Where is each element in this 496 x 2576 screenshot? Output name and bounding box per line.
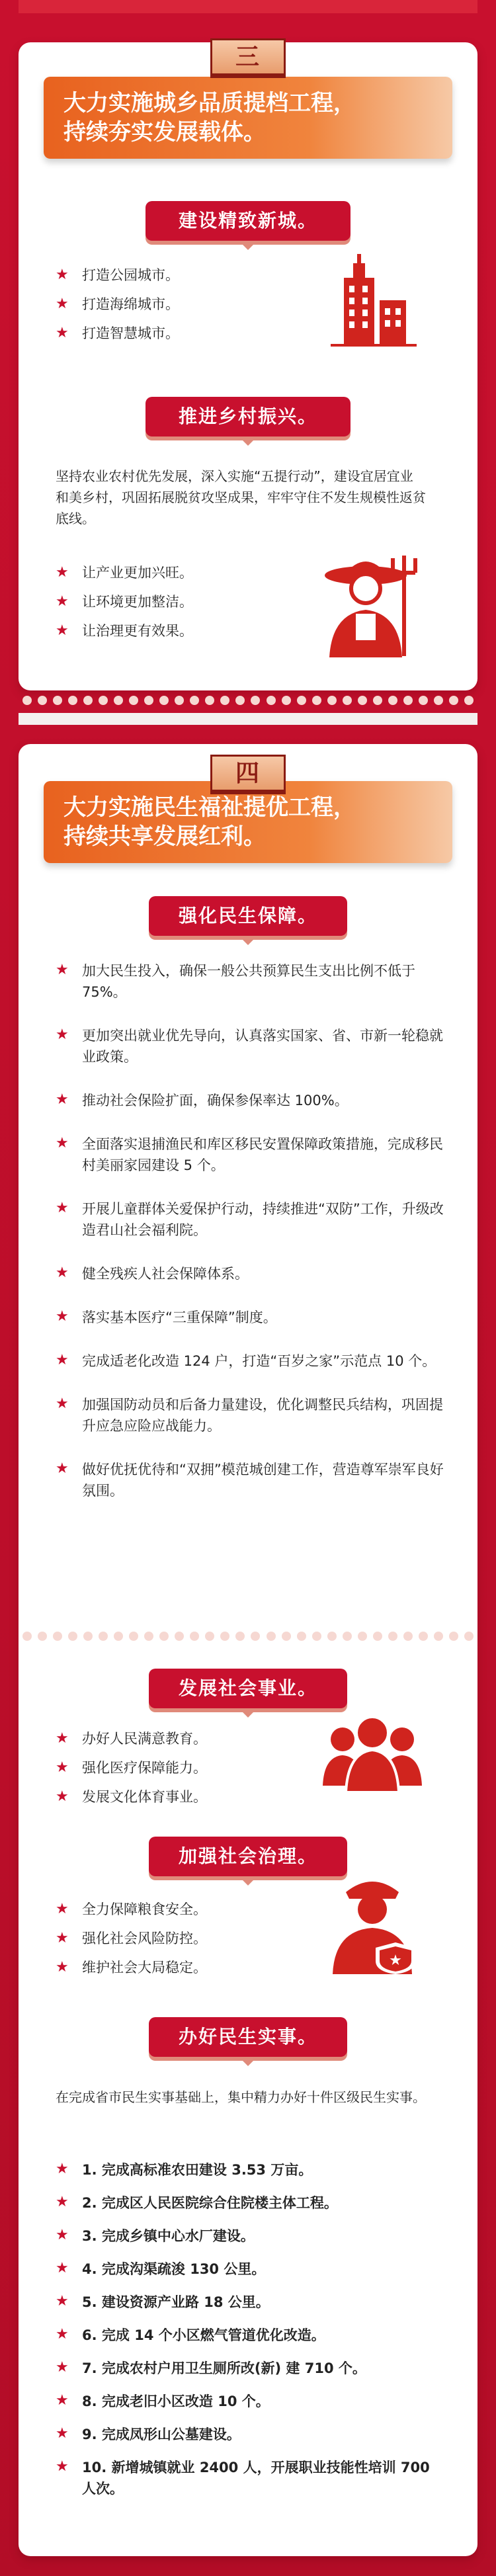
- list-item: ★ 让治理更有效果。: [56, 616, 193, 645]
- star-icon: ★: [56, 296, 69, 312]
- star-icon: ★: [56, 1352, 69, 1368]
- section-4-card: [19, 744, 477, 2556]
- list-item: ★ 强化医疗保障能力。: [56, 1753, 207, 1782]
- practical-matters-paragraph: 在完成省市民生实事基础上，集中精力办好十件区级民生实事。: [56, 2089, 426, 2105]
- security-officer-icon: [323, 1868, 422, 1974]
- section-3-title-line-1: 大力实施城乡品质提档工程，: [63, 90, 356, 116]
- star-icon: ★: [56, 2260, 69, 2276]
- sub-title-social-governance: 加强社会治理。: [149, 1837, 347, 1876]
- list-item: ★ 更加突出就业优先导向，认真落实国家、省、市新一轮稳就业政策。: [56, 1025, 446, 1067]
- people-icon: [316, 1713, 429, 1792]
- list-item: ★ 4. 完成沟渠疏浚 130 公里。: [56, 2259, 439, 2280]
- star-icon: ★: [56, 1730, 69, 1747]
- list-item: ★ 打造公园城市。: [56, 261, 179, 290]
- section-3-title: [63, 89, 439, 147]
- section-3-banner: [44, 77, 452, 159]
- star-icon: ★: [56, 1200, 69, 1216]
- list-item: ★ 10. 新增城镇就业 2400 人，开展职业技能性培训 700 人次。: [56, 2457, 439, 2499]
- build-new-city-list: [56, 261, 179, 348]
- farmer-icon: [310, 545, 422, 657]
- list-item: ★ 加大民生投入，确保一般公共预算民生支出比例不低于 75%。: [56, 960, 446, 1003]
- section-4-title-line-2: 持续共享发展红利。: [63, 823, 266, 850]
- star-icon: ★: [56, 593, 69, 610]
- sub-title-social-undertakings: 发展社会事业。: [149, 1669, 347, 1708]
- star-icon: ★: [56, 1308, 69, 1325]
- star-icon: ★: [56, 1460, 69, 1477]
- section-4-numeral: 四: [210, 755, 286, 792]
- divider-dots: [19, 696, 477, 708]
- social-governance-list: [56, 1895, 207, 1982]
- list-item: ★ 打造海绵城市。: [56, 290, 179, 319]
- star-icon: ★: [56, 1759, 69, 1776]
- buildings-icon: [324, 254, 423, 347]
- list-item: ★ 7. 完成农村户用卫生厕所改(新) 建 710 个。: [56, 2358, 439, 2379]
- section-3-title-line-2: 持续夯实发展载体。: [63, 119, 266, 145]
- star-icon: ★: [56, 564, 69, 581]
- list-item: ★ 健全残疾人社会保障体系。: [56, 1263, 446, 1284]
- star-icon: ★: [56, 2227, 69, 2243]
- list-item: ★ 全面落实退捕渔民和库区移民安置保障政策措施，完成移民村美丽家园建设 5 个。: [56, 1134, 446, 1176]
- star-icon: ★: [56, 2359, 69, 2376]
- section-4-banner: [44, 781, 452, 863]
- social-security-list: [56, 960, 446, 1501]
- list-item: ★ 强化社会风险防控。: [56, 1924, 207, 1953]
- star-icon: ★: [56, 2194, 69, 2210]
- list-item: ★ 8. 完成老旧小区改造 10 个。: [56, 2391, 439, 2412]
- list-item: ★ 办好人民满意教育。: [56, 1724, 207, 1753]
- list-item: ★ 2. 完成区人民医院综合住院楼主体工程。: [56, 2192, 439, 2214]
- list-item: ★ 发展文化体育事业。: [56, 1782, 207, 1811]
- inner-divider: [19, 1632, 477, 1643]
- sub-title-build-new-city: 建设精致新城。: [145, 201, 351, 241]
- sub-title-rural-revitalization: 推进乡村振兴。: [145, 397, 351, 436]
- list-item: ★ 让产业更加兴旺。: [56, 558, 193, 587]
- top-trim: [19, 0, 477, 13]
- star-icon: ★: [56, 325, 69, 341]
- list-item: ★ 维护社会大局稳定。: [56, 1953, 207, 1982]
- list-item: ★ 推动社会保险扩面，确保参保率达 100%。: [56, 1090, 446, 1111]
- list-item: ★ 完成适老化改造 124 户，打造“百岁之家”示范点 10 个。: [56, 1350, 446, 1372]
- star-icon: ★: [56, 1959, 69, 1975]
- sub-title-social-security: 强化民生保障。: [149, 896, 347, 936]
- rural-revitalization-list: [56, 558, 193, 645]
- star-icon: ★: [56, 2392, 69, 2409]
- list-item: ★ 3. 完成乡镇中心水厂建设。: [56, 2225, 439, 2247]
- star-icon: ★: [56, 2161, 69, 2177]
- divider-band: [19, 713, 477, 725]
- star-icon: ★: [56, 2326, 69, 2343]
- list-item: ★ 加强国防动员和后备力量建设，优化调整民兵结构，巩固提升应急应险应战能力。: [56, 1394, 446, 1436]
- section-3-card: [19, 42, 477, 690]
- star-icon: ★: [56, 1135, 69, 1151]
- list-item: ★ 让环境更加整洁。: [56, 587, 193, 616]
- list-item: ★ 全力保障粮食安全。: [56, 1895, 207, 1924]
- section-4-title-line-1: 大力实施民生福祉提优工程，: [63, 794, 356, 821]
- star-icon: ★: [56, 1901, 69, 1917]
- star-icon: ★: [56, 267, 69, 283]
- star-icon: ★: [56, 2293, 69, 2309]
- list-item: ★ 1. 完成高标准农田建设 3.53 万亩。: [56, 2159, 439, 2181]
- list-item: ★ 打造智慧城市。: [56, 319, 179, 348]
- star-icon: ★: [56, 962, 69, 978]
- sub-title-practical-matters: 办好民生实事。: [149, 2017, 347, 2057]
- list-item: ★ 5. 建设资源产业路 18 公里。: [56, 2292, 439, 2313]
- star-icon: ★: [56, 1788, 69, 1805]
- list-item: ★ 做好优抚优待和“双拥”模范城创建工作，营造尊军崇军良好氛围。: [56, 1459, 446, 1501]
- list-item: ★ 开展儿童群体关爱保护行动，持续推进“双防”工作，升级改造君山社会福利院。: [56, 1198, 446, 1241]
- section-4-title: [63, 793, 439, 851]
- svg-text:★: ★: [389, 1952, 402, 1969]
- rural-revitalization-paragraph: 坚持农业农村优先发展，深入实施“五提行动”，建设宜居宜业和美乡村，巩固拓展脱贫攻坚成果，牢牢守住不发生规模性返贫底线。: [56, 468, 426, 526]
- list-item: ★ 9. 完成凤形山公墓建设。: [56, 2424, 439, 2445]
- star-icon: ★: [56, 1026, 69, 1043]
- star-icon: ★: [56, 1395, 69, 1412]
- star-icon: ★: [56, 2425, 69, 2442]
- star-icon: ★: [56, 1091, 69, 1108]
- star-icon: ★: [56, 1265, 69, 1281]
- star-icon: ★: [56, 622, 69, 639]
- star-icon: ★: [56, 1930, 69, 1946]
- section-3-numeral: 三: [210, 38, 286, 75]
- social-undertakings-list: [56, 1724, 207, 1811]
- practical-matters-list: [56, 2159, 439, 2499]
- list-item: ★ 6. 完成 14 个小区燃气管道优化改造。: [56, 2325, 439, 2346]
- star-icon: ★: [56, 2458, 69, 2475]
- list-item: ★ 落实基本医疗“三重保障”制度。: [56, 1307, 446, 1328]
